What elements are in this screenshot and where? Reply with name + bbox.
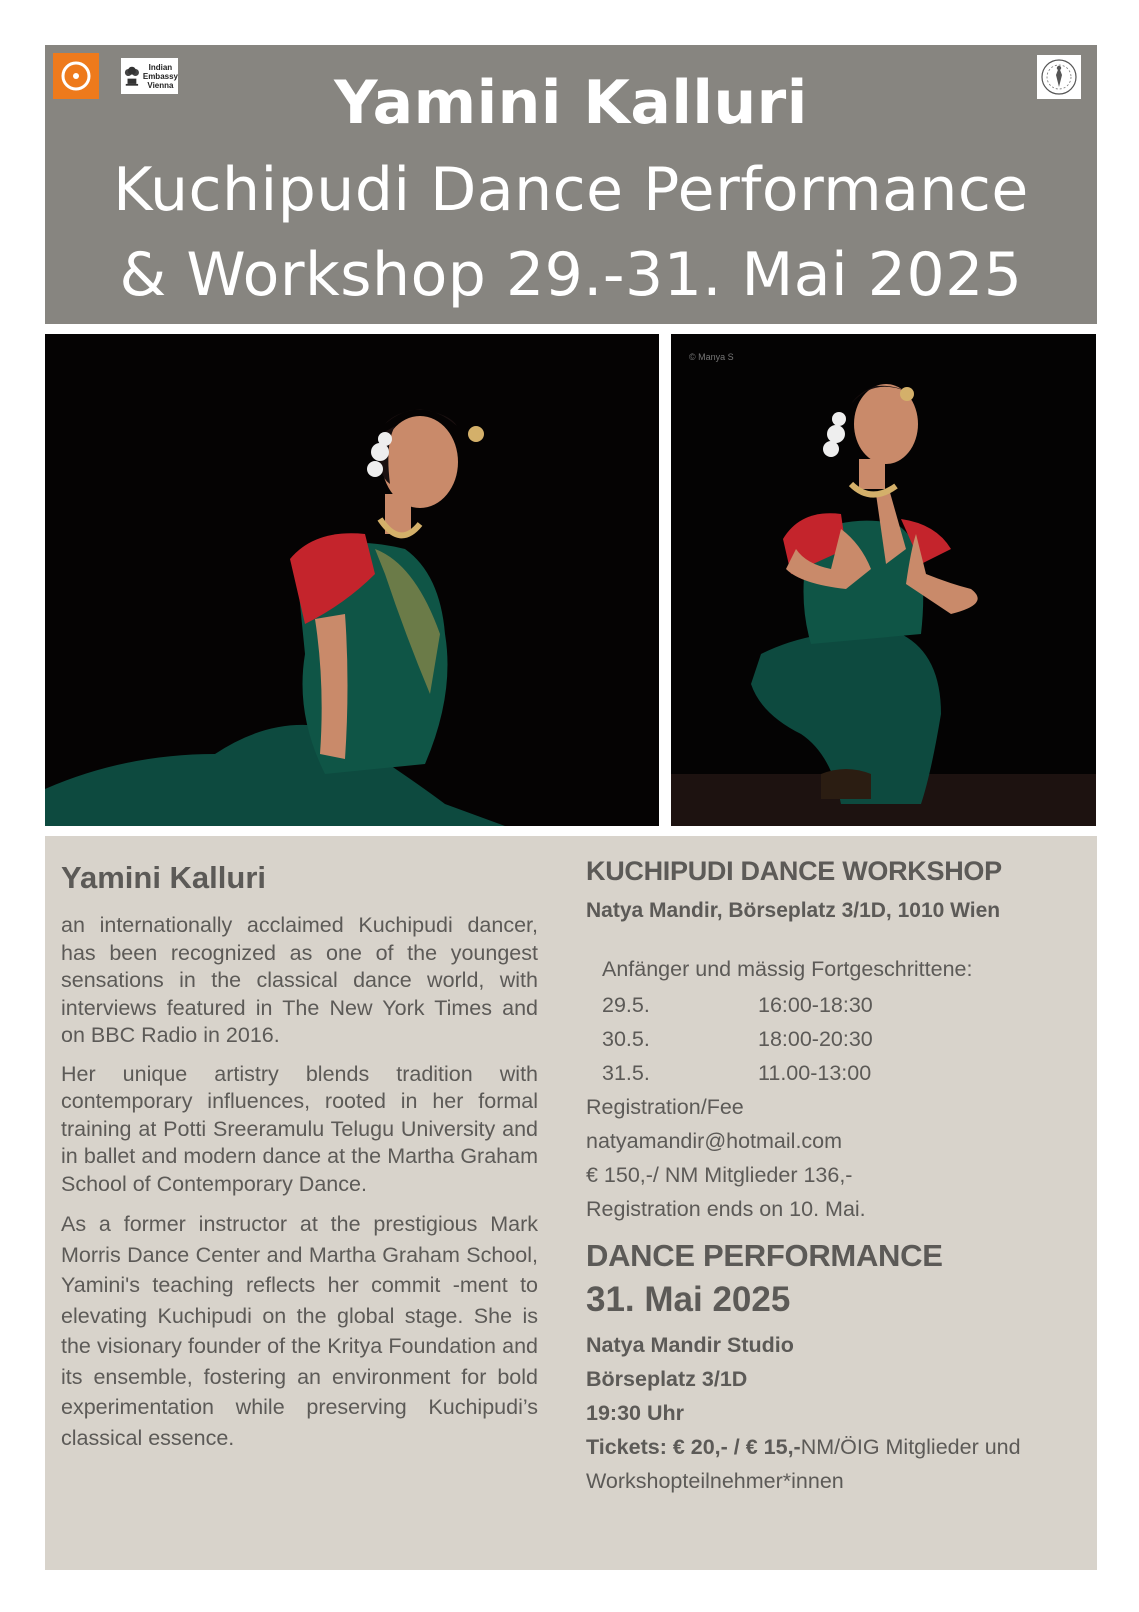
performance-address: Börseplatz 3/1D: [586, 1367, 748, 1391]
photo-credit: © Manya S: [689, 352, 734, 362]
workshop-title: KUCHIPUDI DANCE WORKSHOP: [586, 856, 1002, 886]
workshop-venue: Natya Mandir, Börseplatz 3/1D, 1010 Wien: [586, 899, 1001, 922]
dancer-photo-namaste: [671, 334, 1096, 826]
registration-deadline: Registration ends on 10. Mai.: [586, 1197, 866, 1221]
schedule-row: [602, 988, 1076, 1022]
bio-paragraph: Her unique artistry blends tradition with contemporary influences, rooted in her formal training at Potti Sreeramulu Telugu University and in ballet and modern dance at the Martha Graham School of Contemporary Dance.: [61, 1061, 538, 1196]
bio-paragraph: an internationally acclaimed Kuchipudi dancer, has been recognized as one of the youngest sensations in the classical dance world, with interviews featured in The New York Times and on BBC Radio in 2016.: [61, 913, 538, 1047]
schedule-date: 30.5.: [602, 1026, 650, 1051]
bio-name: Yamini Kalluri: [61, 860, 267, 895]
dancer-photo-seated: [45, 334, 659, 826]
performance-time: 19:30 Uhr: [586, 1401, 684, 1425]
header-banner: [45, 45, 1097, 324]
schedule-time: 16:00-18:30: [758, 992, 873, 1017]
bio-text: [61, 912, 538, 1464]
workshop-fee: € 150,-/ NM Mitglieder 136,-: [586, 1163, 853, 1187]
embassy-logo-line3: Vienna: [147, 80, 174, 90]
tickets-price: Tickets: € 20,- / € 15,-: [586, 1435, 801, 1459]
schedule-time: 18:00-20:30: [758, 1026, 873, 1051]
registration-email-link[interactable]: natyamandir@hotmail.com: [586, 1129, 843, 1153]
event-subtitle-line1: Kuchipudi Dance Performance: [113, 155, 1029, 225]
workshop-schedule: [586, 988, 1076, 1090]
workshop-level: Anfänger und mässig Fortgeschrittene:: [602, 957, 973, 981]
schedule-time: 11.00-13:00: [758, 1060, 872, 1085]
schedule-date: 29.5.: [602, 992, 650, 1017]
schedule-date: 31.5.: [602, 1060, 650, 1085]
performer-title: Yamini Kalluri: [334, 68, 808, 138]
tickets-discount-note: NM/ÖIG Mitglieder und Workshopteilnehmer*innen: [586, 1435, 1021, 1493]
info-panel: [45, 836, 1097, 1570]
performance-tickets: [586, 1430, 1076, 1498]
schedule-row: [602, 1056, 1076, 1090]
bio-paragraph: As a former instructor at the prestigious Mark Morris Dance Center and Martha Graham School, Yamini's teaching reflects her commit -ment to elevating Kuchipudi on the global stage. She is the visionary founder of the Kritya Foundation and its ensemble, fostering an environment for bold experimentation while preserving Kuchipudi’s classical essence.: [61, 1212, 538, 1450]
performance-date: 31. Mai 2025: [586, 1280, 791, 1319]
schedule-row: [602, 1022, 1076, 1056]
event-details: [586, 856, 1076, 1498]
event-subtitle-line2: & Workshop 29.-31. Mai 2025: [119, 240, 1023, 310]
performance-venue: Natya Mandir Studio: [586, 1333, 794, 1357]
performance-title: DANCE PERFORMANCE: [586, 1238, 943, 1273]
embassy-logo-line1: Indian: [148, 62, 173, 72]
embassy-logo-line2: Embassy: [142, 71, 178, 81]
registration-label: Registration/Fee: [586, 1095, 744, 1119]
